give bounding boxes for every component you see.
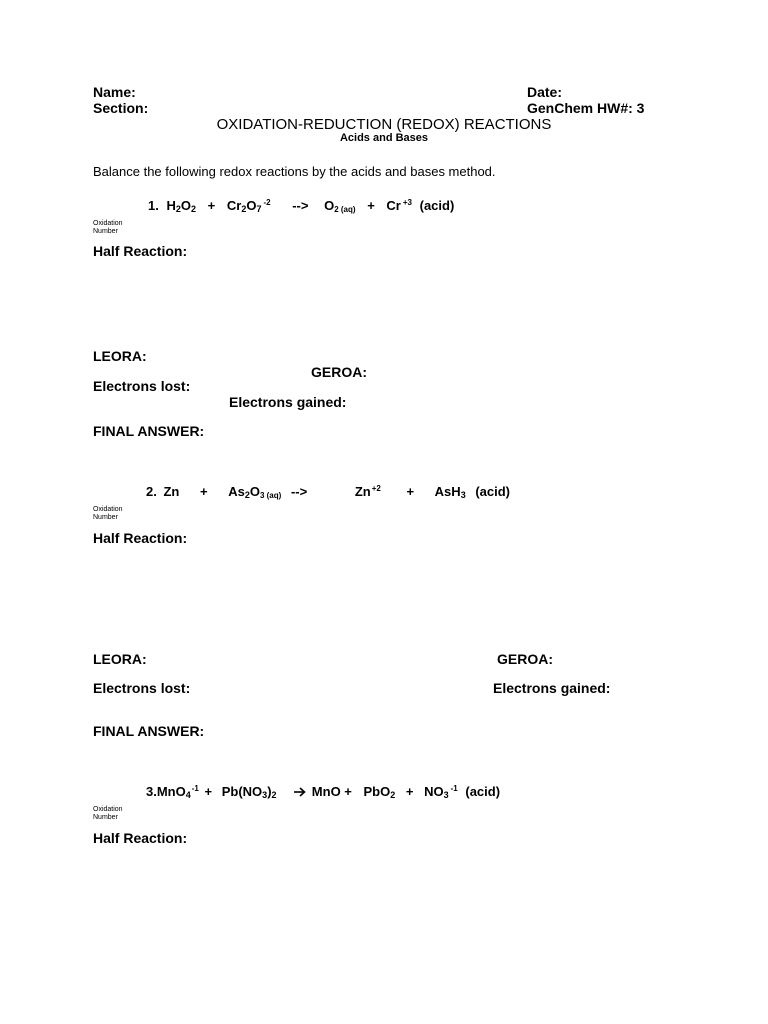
reaction-arrow-icon (294, 787, 306, 797)
half-reaction-label: Half Reaction: (93, 830, 188, 846)
reactant-zinc: Zn (163, 484, 180, 499)
half-reaction-label: Half Reaction: (93, 243, 188, 259)
equation-1 (148, 198, 454, 214)
product-zinc-ion: $Zn^{+2}$ (354, 484, 381, 499)
leora-label: LEORA: (93, 348, 147, 364)
geroa-label: GEROA: (311, 364, 367, 380)
product-arsine: AsH$_3$ (434, 484, 466, 500)
product-oxygen: $O_{2 (aq)}$ (324, 198, 356, 214)
page-title: OXIDATION-REDUCTION (REDOX) REACTIONS (216, 116, 552, 133)
plus-sign: + (207, 198, 216, 213)
name-label: Name: (93, 84, 136, 100)
product-chromium: Cr $^{+3}$ (386, 198, 412, 213)
reactant-permanganate: 3.MnO$_4^{-1}$ (146, 784, 199, 800)
electrons-gained-label: Electrons gained: (229, 394, 347, 410)
product-nitrate: $NO_3^{-1}$ (424, 784, 458, 800)
reaction-arrow: --> (290, 484, 308, 499)
reactant-as2o3: $As_2O_{3 (aq)}$ (228, 484, 282, 500)
product-mno: MnO + (311, 784, 352, 799)
oxidation-number-label: Oxidation Number (93, 806, 123, 821)
equation-3 (146, 784, 500, 800)
condition-acid: (acid) (419, 198, 455, 213)
plus-sign: + (406, 484, 415, 499)
final-answer-label: FINAL ANSWER: (93, 423, 205, 439)
plus-sign: + (367, 198, 375, 213)
oxidation-number-label: Oxidation Number (93, 506, 123, 521)
reactant-lead-nitrate: $Pb(NO_3)_2$ (221, 784, 277, 800)
oxidation-number-label: Oxidation Number (93, 220, 123, 235)
problem-number: 1. (148, 198, 159, 213)
final-answer-label: FINAL ANSWER: (93, 723, 205, 739)
geroa-label: GEROA: (497, 651, 553, 667)
plus-sign: + (199, 484, 208, 499)
plus-sign: + (405, 784, 414, 799)
leora-label: LEORA: (93, 651, 147, 667)
plus-sign: + (204, 784, 213, 799)
date-label: Date: (527, 84, 563, 100)
electrons-lost-label: Electrons lost: (93, 378, 191, 394)
reactant-h2o2: $H_2O_2$ (166, 198, 197, 214)
electrons-lost-label: Electrons lost: (93, 680, 191, 696)
reaction-arrow: --> (292, 198, 309, 213)
electrons-gained-label: Electrons gained: (493, 680, 611, 696)
reactant-dichromate: $Cr_2O_7^{-2}$ (226, 198, 271, 214)
product-pbo2: PbO$_2$ (363, 784, 396, 800)
section-label: Section: (93, 100, 149, 116)
homework-number: GenChem HW#: 3 (527, 100, 645, 116)
condition-acid: (acid) (475, 484, 510, 499)
half-reaction-label: Half Reaction: (93, 530, 188, 546)
condition-acid: (acid) (465, 784, 501, 799)
page-subtitle: Acids and Bases (339, 132, 429, 144)
instructions: Balance the following redox reactions by the acids and bases method. (93, 164, 496, 179)
problem-number: 2. (146, 484, 157, 499)
equation-2 (146, 484, 510, 500)
